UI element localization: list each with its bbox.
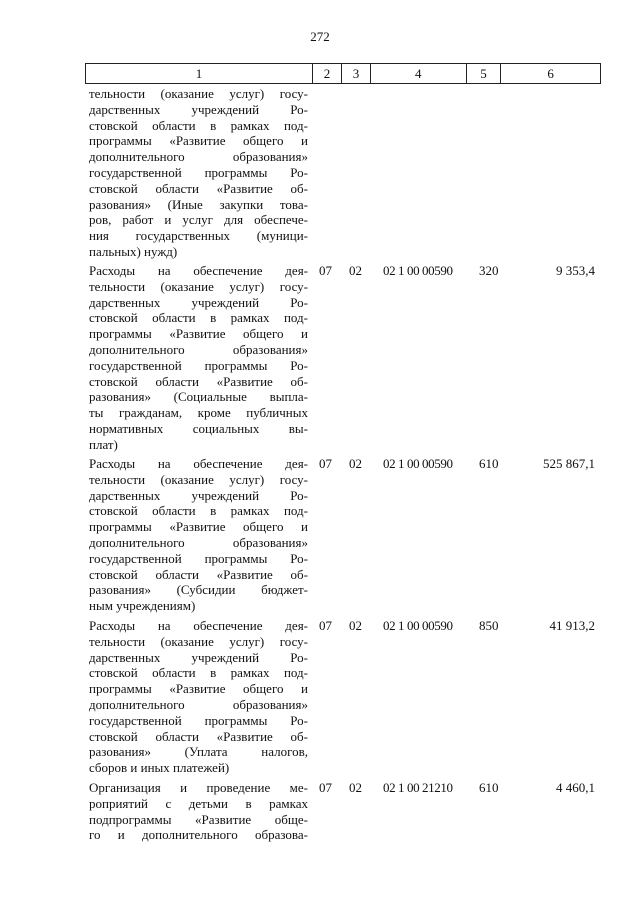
- table-header: [85, 63, 601, 84]
- description-line: государственной программы Ро-: [89, 712, 308, 728]
- description-line: Организация и проведение ме-: [89, 780, 308, 795]
- description-line: тельности (оказание услуг) госу-: [89, 471, 308, 487]
- description-line: дарственных учреждений Ро-: [89, 649, 308, 665]
- description-line: стовской области в рамках под-: [89, 117, 308, 133]
- description-line: го и дополнительного образова-: [89, 827, 308, 843]
- description-line: разования» (Субсидии бюджет-: [89, 582, 308, 598]
- description-line: Расходы на обеспечение дея-: [89, 263, 308, 278]
- description-line: стовской области в рамках под-: [89, 665, 308, 681]
- description-line: программы «Развитие общего и: [89, 133, 308, 149]
- amount: 9 353,4: [556, 263, 595, 278]
- target-article-code: 02 1 00 00590: [383, 618, 453, 633]
- section-code: 07: [319, 618, 332, 633]
- description-line: государственной программы Ро-: [89, 357, 308, 373]
- description-line: стовской области «Развитие об-: [89, 728, 308, 744]
- description-line: дополнительного образования»: [89, 149, 308, 165]
- description-line: разования» (Социальные выпла-: [89, 389, 308, 405]
- description-line: Расходы на обеспечение дея-: [89, 456, 308, 471]
- expense-type-code: 320: [479, 263, 499, 278]
- column-header-1: 1: [86, 64, 313, 83]
- row-description: [89, 618, 308, 776]
- amount: 525 867,1: [543, 456, 595, 471]
- amount: 41 913,2: [549, 618, 595, 633]
- subsection-code: 02: [349, 263, 362, 278]
- description-line: разования» (Иные закупки това-: [89, 196, 308, 212]
- column-header-3: 3: [342, 64, 371, 83]
- description-line: стовской области «Развитие об-: [89, 566, 308, 582]
- description-line: программы «Развитие общего и: [89, 519, 308, 535]
- description-line: дарственных учреждений Ро-: [89, 487, 308, 503]
- description-line: ты гражданам, кроме публичных: [89, 405, 308, 421]
- description-line: разования» (Уплата налогов,: [89, 744, 308, 760]
- page-number: 272: [310, 29, 330, 44]
- expense-type-code: 610: [479, 780, 499, 795]
- description-line: дарственных учреждений Ро-: [89, 101, 308, 117]
- description-line: Расходы на обеспечение дея-: [89, 618, 308, 633]
- description-line: ния государственных (муници-: [89, 228, 308, 244]
- row-description: [89, 86, 308, 260]
- description-line: дополнительного образования»: [89, 341, 308, 357]
- description-line: тельности (оказание услуг) госу-: [89, 278, 308, 294]
- section-code: 07: [319, 456, 332, 471]
- column-header-2: 2: [313, 64, 342, 83]
- subsection-code: 02: [349, 780, 362, 795]
- description-line: программы «Развитие общего и: [89, 326, 308, 342]
- section-code: 07: [319, 780, 332, 795]
- description-line: стовской области в рамках под-: [89, 310, 308, 326]
- description-line: программы «Развитие общего и: [89, 681, 308, 697]
- description-line: плат): [89, 436, 118, 452]
- subsection-code: 02: [349, 456, 362, 471]
- description-line: дополнительного образования»: [89, 534, 308, 550]
- description-line: тельности (оказание услуг) госу-: [89, 86, 308, 101]
- description-line: государственной программы Ро-: [89, 164, 308, 180]
- description-line: дарственных учреждений Ро-: [89, 294, 308, 310]
- description-line: роприятий с детьми в рамках: [89, 795, 308, 811]
- description-line: государственной программы Ро-: [89, 550, 308, 566]
- column-header-6: 6: [547, 66, 554, 81]
- row-description: [89, 263, 308, 453]
- amount: 4 460,1: [556, 780, 595, 795]
- description-line: стовской области в рамках под-: [89, 503, 308, 519]
- subsection-code: 02: [349, 618, 362, 633]
- column-header-5: 5: [467, 64, 502, 83]
- expense-type-code: 850: [479, 618, 499, 633]
- description-line: ров, работ и услуг для обеспече-: [89, 212, 308, 228]
- target-article-code: 02 1 00 21210: [383, 780, 453, 795]
- column-header-4: 4: [371, 64, 467, 83]
- description-line: пальных) нужд): [89, 243, 178, 259]
- expense-type-code: 610: [479, 456, 499, 471]
- description-line: сборов и иных платежей): [89, 760, 230, 776]
- row-description: [89, 456, 308, 614]
- description-line: дополнительного образования»: [89, 696, 308, 712]
- description-line: стовской области «Развитие об-: [89, 373, 308, 389]
- description-line: стовской области «Развитие об-: [89, 180, 308, 196]
- row-description: [89, 780, 308, 843]
- description-line: подпрограммы «Развитие обще-: [89, 811, 308, 827]
- target-article-code: 02 1 00 00590: [383, 263, 453, 278]
- description-line: ным учреждениям): [89, 598, 196, 614]
- description-line: тельности (оказание услуг) госу-: [89, 633, 308, 649]
- section-code: 07: [319, 263, 332, 278]
- target-article-code: 02 1 00 00590: [383, 456, 453, 471]
- description-line: нормативных социальных вы-: [89, 420, 308, 436]
